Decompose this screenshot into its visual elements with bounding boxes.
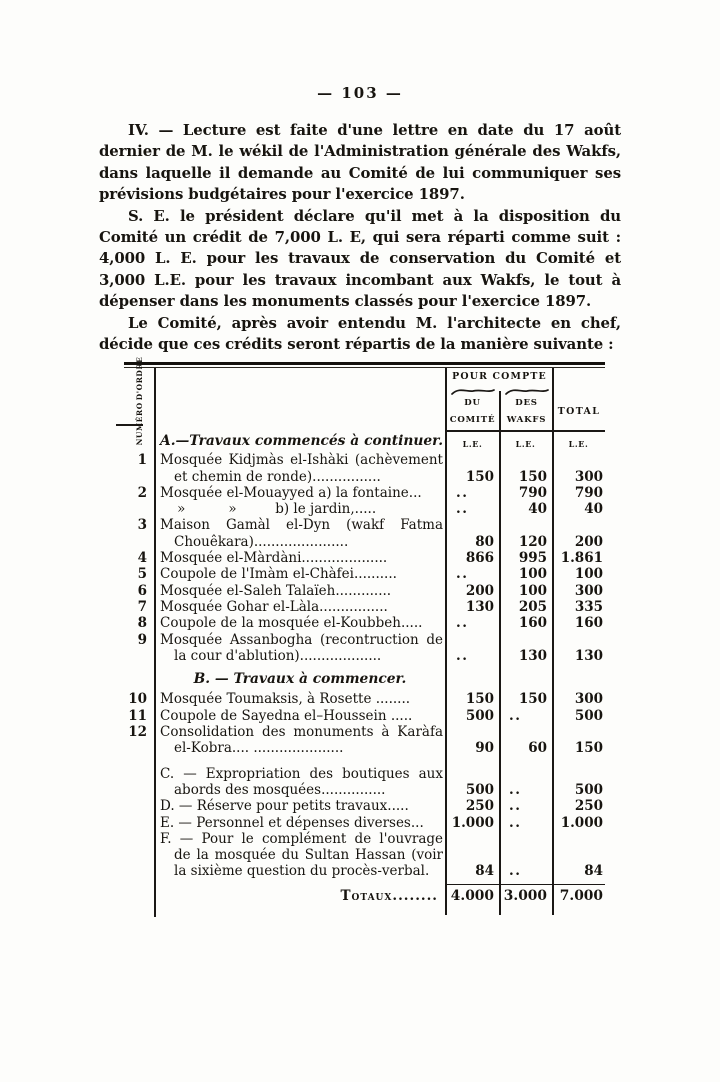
description-line: E. — Personnel et dépenses diverses... xyxy=(160,814,424,831)
row-description xyxy=(154,831,446,880)
cell-comite: 250 xyxy=(465,798,494,815)
table-row xyxy=(124,583,605,599)
cell-total: 300 xyxy=(574,691,603,708)
paragraph-2: S. E. le président déclare qu'il met à la disposition du Comité un crédit de 7,000 L. E, qui sera réparti comme suit : 4,000 L. E. pour les travaux de conservation du Comité et 3,000 L.E. pour les travaux incombant aux Wakfs, le tout à dépenser dans les monuments classés pour l'exercice 1897. xyxy=(99,206,621,311)
column-header-wakfs xyxy=(501,395,552,428)
description-line: Mosquée Kidjmàs el-Ishàki (achèvement xyxy=(160,452,443,469)
row-description xyxy=(154,566,446,582)
totals-label: Totaux........ xyxy=(340,887,438,904)
description-line: el-Kobra.... ..................... xyxy=(174,740,344,757)
table-row xyxy=(124,501,605,517)
row-description xyxy=(154,798,446,814)
cell-total: 500 xyxy=(574,707,603,724)
cell-comite: 866 xyxy=(465,550,494,567)
description-line: C. — Expropriation des boutiques aux xyxy=(160,765,443,782)
table-row xyxy=(124,815,605,831)
table-row xyxy=(124,724,605,757)
description-line: F. — Pour le complément de l'ouvrage xyxy=(160,830,443,847)
row-number: 6 xyxy=(137,582,147,599)
cell-total: 84 xyxy=(584,863,603,880)
description-line: Maison Gamàl el-Dyn (wakf Fatma xyxy=(160,517,443,534)
cell-comite: 500 xyxy=(465,707,494,724)
description-line: Coupole de la mosquée el-Koubbeh..... xyxy=(160,615,423,632)
wakfs-header-line1: DES xyxy=(515,398,538,408)
paragraph-1: IV. — Lecture est faite d'une lettre en date du 17 août dernier de M. le wékil de l'Administration générale des Wakfs, dans laquelle il demande au Comité de lui communiquer ses prévisions budgétaires pour l'exercice 1897. xyxy=(99,121,621,204)
table-row xyxy=(124,517,605,550)
cell-total: 300 xyxy=(574,582,603,599)
table-row xyxy=(124,615,605,631)
description-line: abords des mosquées............... xyxy=(174,781,386,798)
body-text xyxy=(99,120,621,355)
description-line: Consolidation des monuments à Karàfa xyxy=(160,724,443,741)
description-line: D. — Réserve pour petits travaux..... xyxy=(160,798,409,815)
cell-comite: .. xyxy=(456,484,469,501)
row-description xyxy=(154,815,446,831)
table-row xyxy=(124,599,605,615)
cell-wakfs: 100 xyxy=(518,582,547,599)
table-row xyxy=(124,691,605,707)
cell-comite: 90 xyxy=(475,740,494,757)
row-number: 8 xyxy=(137,615,147,632)
order-label-line1: NUMÉRO xyxy=(134,402,144,446)
cell-total: 790 xyxy=(574,484,603,501)
cell-wakfs: .. xyxy=(509,814,522,831)
cell-wakfs: 120 xyxy=(518,533,547,550)
cell-wakfs: 790 xyxy=(518,484,547,501)
row-number: 5 xyxy=(137,566,147,583)
row-description xyxy=(154,691,446,707)
unit-wakfs: L.E. xyxy=(515,439,536,449)
row-description xyxy=(154,766,446,799)
comite-header-line1: DU xyxy=(464,398,481,408)
row-number: 1 xyxy=(137,452,147,469)
cell-comite: 150 xyxy=(465,468,494,485)
cell-total: 250 xyxy=(574,798,603,815)
cell-wakfs: .. xyxy=(509,781,522,798)
table-row xyxy=(124,485,605,501)
table-row xyxy=(124,566,605,582)
cell-comite: 80 xyxy=(475,533,494,550)
order-label-line2: D'ORDRE xyxy=(134,356,144,401)
unit-total: L.E. xyxy=(568,439,589,449)
row-description xyxy=(154,517,446,550)
cell-total: 7.000 xyxy=(552,884,605,904)
cell-total: 500 xyxy=(574,781,603,798)
unit-comite: L.E. xyxy=(462,439,483,449)
column-header-total: TOTAL xyxy=(557,406,601,417)
table-row xyxy=(124,798,605,814)
row-description xyxy=(154,583,446,599)
description-line: la sixième question du procès-verbal. xyxy=(174,863,430,880)
description-line: Coupole de Sayedna el–Houssein ..... xyxy=(160,707,413,724)
cell-wakfs: 150 xyxy=(518,468,547,485)
paragraph-3: Le Comité, après avoir entendu M. l'architecte en chef, décide que ces crédits seront répartis de la manière suivante : xyxy=(99,313,621,354)
cell-comite: .. xyxy=(456,566,469,583)
description-line: Mosquée Assanbogha (recontruction de xyxy=(160,631,443,648)
group-header-pour-compte: POUR COMPTE xyxy=(452,371,547,382)
description-line: de la mosquée du Sultan Hassan (voir xyxy=(174,847,443,864)
description-line: et chemin de ronde)................ xyxy=(174,468,381,485)
cell-wakfs: .. xyxy=(509,863,522,880)
cell-comite: 1.000 xyxy=(451,814,494,831)
row-description xyxy=(154,632,446,665)
row-number: 2 xyxy=(137,484,147,501)
table-body xyxy=(124,433,605,904)
cell-comite: 500 xyxy=(465,781,494,798)
cell-comite: .. xyxy=(456,501,469,518)
section-header: A.—Travaux commencés à continuer. xyxy=(160,433,443,449)
cell-total: 1.861 xyxy=(560,550,603,567)
row-number: 11 xyxy=(128,707,147,724)
row-description xyxy=(154,599,446,615)
cell-wakfs: .. xyxy=(509,798,522,815)
table-row xyxy=(124,452,605,485)
cell-total: 160 xyxy=(574,615,603,632)
cell-total: 300 xyxy=(574,468,603,485)
cell-wakfs: 205 xyxy=(518,598,547,615)
cell-total: 200 xyxy=(574,533,603,550)
table-top-rule-thin xyxy=(124,367,605,368)
row-description xyxy=(154,433,446,449)
cell-total: 100 xyxy=(574,566,603,583)
budget-table xyxy=(124,356,605,922)
cell-total: 1.000 xyxy=(560,814,603,831)
table-row xyxy=(124,550,605,566)
description-line: Mosquée el-Saleh Talaïeh............. xyxy=(160,582,392,599)
cell-comite: .. xyxy=(456,615,469,632)
row-description xyxy=(154,615,446,631)
row-number: 10 xyxy=(128,691,147,708)
description-line: la cour d'ablution)................... xyxy=(174,647,382,664)
description-line: Mosquée Gohar el-Làla................ xyxy=(160,598,388,615)
cell-wakfs: 60 xyxy=(528,740,547,757)
cell-total: 335 xyxy=(574,598,603,615)
cell-comite: 84 xyxy=(475,863,494,880)
description-line: Mosquée Toumaksis, à Rosette ........ xyxy=(160,691,411,708)
cell-wakfs: 150 xyxy=(518,691,547,708)
row-description xyxy=(154,724,446,757)
wakfs-header-line2: WAKFS xyxy=(506,414,547,425)
cell-total: 130 xyxy=(574,647,603,664)
row-number: 7 xyxy=(137,598,147,615)
cell-wakfs: .. xyxy=(509,707,522,724)
cell-comite: 200 xyxy=(465,582,494,599)
header-rule xyxy=(445,430,605,432)
description-line: Chouêkara)...................... xyxy=(174,533,349,550)
cell-wakfs: 995 xyxy=(518,550,547,567)
totals-row xyxy=(124,884,605,904)
table-row xyxy=(124,433,605,452)
cell-comite: 150 xyxy=(465,691,494,708)
cell-wakfs: 40 xyxy=(528,501,547,518)
cell-wakfs: 160 xyxy=(518,615,547,632)
row-number: 12 xyxy=(128,724,147,741)
cell-comite: 130 xyxy=(465,598,494,615)
cell-comite: 4.000 xyxy=(446,884,499,904)
row-description xyxy=(154,501,446,517)
page-number: — 103 — xyxy=(317,84,403,102)
description-line: Coupole de l'Imàm el-Chàfei.......... xyxy=(160,566,397,583)
section-header: B. — Travaux à commencer. xyxy=(193,671,407,688)
order-column-header xyxy=(110,356,168,446)
description-line: Mosquée el-Màrdàni.................... xyxy=(160,550,388,567)
table-row xyxy=(124,831,605,880)
row-number: 3 xyxy=(137,517,147,534)
row-description xyxy=(154,550,446,566)
table-row xyxy=(124,632,605,665)
row-number: 4 xyxy=(137,550,147,567)
row-description xyxy=(154,708,446,724)
table-top-rule xyxy=(124,362,605,365)
row-description xyxy=(154,485,446,501)
cell-wakfs: 3.000 xyxy=(499,884,552,904)
cell-wakfs: 130 xyxy=(518,647,547,664)
column-header-comite xyxy=(446,395,499,428)
table-row xyxy=(124,766,605,799)
cell-comite: .. xyxy=(456,647,469,664)
comite-header-line2: COMITÉ xyxy=(449,414,496,425)
table-row xyxy=(124,708,605,724)
description-line: Mosquée el-Mouayyed a) la fontaine... xyxy=(160,484,422,501)
row-number: 9 xyxy=(137,631,147,648)
cell-wakfs: 100 xyxy=(518,566,547,583)
cell-total: 40 xyxy=(584,501,603,518)
row-description xyxy=(154,452,446,485)
description-line: » » b) le jardin,..... xyxy=(160,501,377,518)
cell-total: 150 xyxy=(574,740,603,757)
